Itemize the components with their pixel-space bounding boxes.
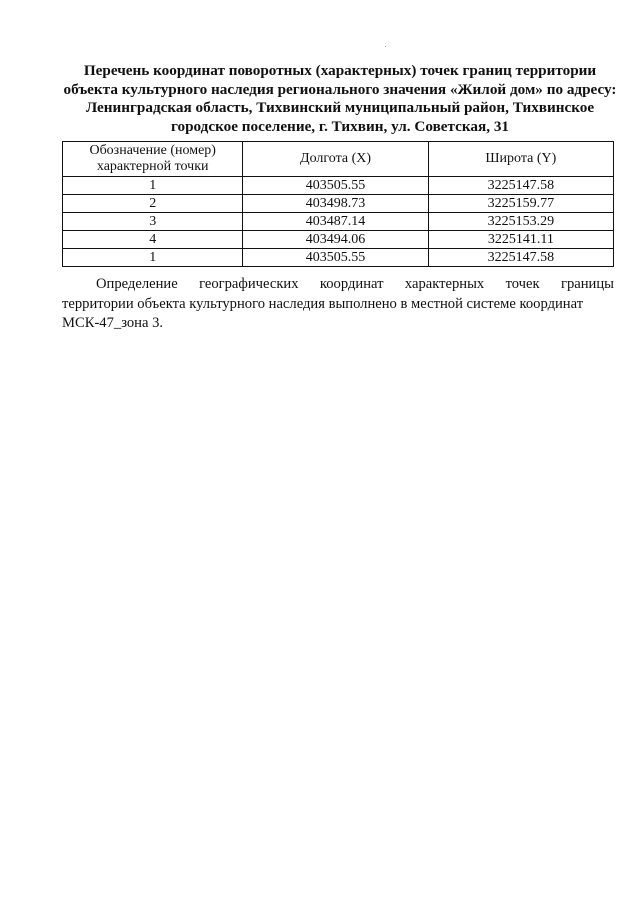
table-row [63,177,614,195]
title-line: Перечень координат поворотных (характерных) точек границ территории [83,62,597,79]
cell-x: 403487.14 [243,213,428,231]
note-word: точек [505,276,540,292]
table-row [63,249,614,267]
header-longitude-x: Долгота (X) [243,142,428,177]
cell-x: 403494.06 [243,231,428,249]
cell-x: 403505.55 [243,177,428,195]
note-line-2: территории объекта культурного наследия выполнено в местной системе координат [62,295,584,312]
scan-speck [385,46,386,47]
note-word: характерных [404,276,485,292]
cell-y: 3225147.58 [428,177,613,195]
cell-point: 4 [63,231,243,249]
document-title [60,62,620,136]
note-word: границы [560,276,614,292]
table-header-row [63,142,614,177]
note-line-1 [62,275,614,295]
cell-point: 3 [63,213,243,231]
cell-point: 2 [63,195,243,213]
note-word: координат [319,276,384,292]
cell-x: 403505.55 [243,249,428,267]
note-word: Определение [96,276,178,292]
header-point-number [63,142,243,177]
header-point-line2: характерной точки [96,159,209,174]
title-line: городское поселение, г. Тихвин, ул. Советская, 31 [170,117,510,135]
note-line-3: МСК-47_зона 3. [62,315,164,331]
cell-point: 1 [63,249,243,267]
cell-x: 403498.73 [243,195,428,213]
cell-y: 3225147.58 [428,249,613,267]
table-row [63,195,614,213]
cell-y: 3225159.77 [428,195,613,213]
coordinates-table [62,141,614,267]
cell-y: 3225153.29 [428,213,613,231]
cell-y: 3225141.11 [428,231,613,249]
table-row [63,231,614,249]
title-line: объекта культурного наследия регионального значения «Жилой дом» по адресу: [63,80,617,98]
cell-point: 1 [63,177,243,195]
table-row [63,213,614,231]
header-point-line1: Обозначение (номер) [89,143,216,158]
coordinate-system-note [62,275,614,334]
note-word: географических [199,276,299,292]
title-line: Ленинградская область, Тихвинский муниципальный район, Тихвинское [85,99,595,117]
header-latitude-y: Широта (Y) [428,142,613,177]
